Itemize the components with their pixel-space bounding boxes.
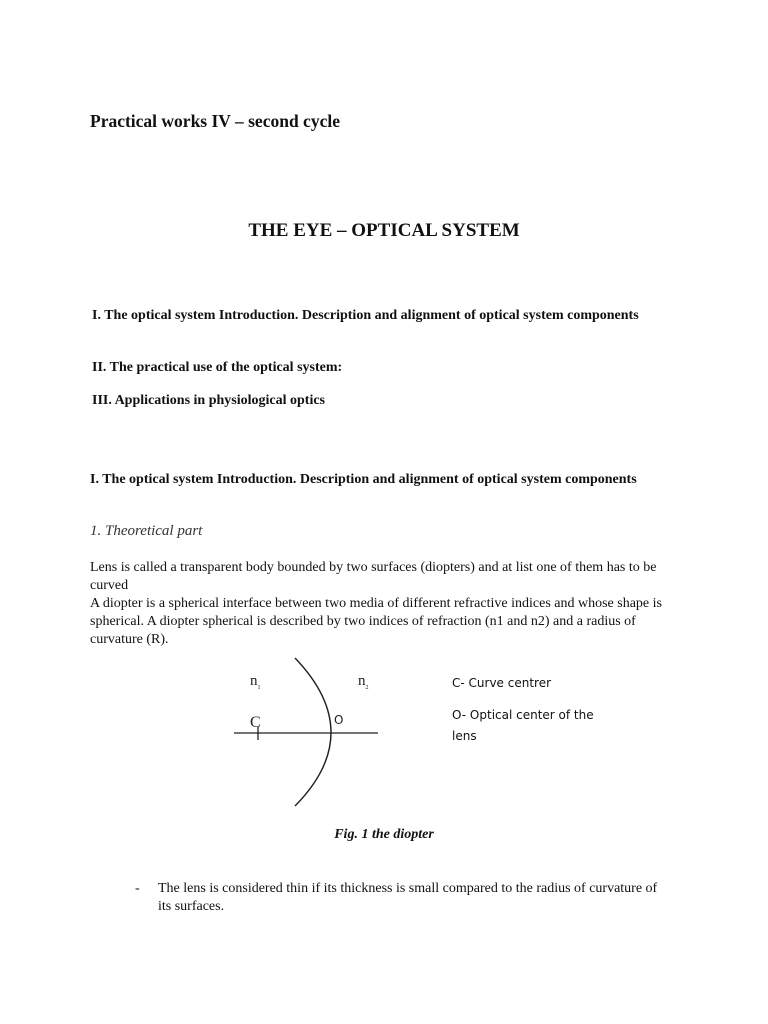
toc-item-2: II. The practical use of the optical system: [92, 360, 343, 375]
legend-optical-center: O- Optical center of the lens [452, 708, 594, 743]
legend-curve-centre: C- Curve centrer [452, 676, 552, 690]
label-o: O [334, 713, 344, 727]
diopter-diagram [232, 656, 382, 808]
section-heading: I. The optical system Introduction. Description and alignment of optical system components [90, 472, 637, 487]
course-title: Practical works IV – second cycle [90, 111, 340, 131]
toc-item-1: I. The optical system Introduction. Description and alignment of optical system components [92, 308, 639, 323]
paragraph-lens-definition: Lens is called a transparent body bounded by two surfaces (diopters) and at list one of them has to be curved [90, 560, 657, 593]
document-title: THE EYE – OPTICAL SYSTEM [248, 220, 520, 241]
label-c: C [250, 714, 261, 731]
toc-item-3: III. Applications in physiological optics [92, 393, 326, 408]
label-n2: $n_2$ [358, 673, 369, 691]
section-subheading: 1. Theoretical part [90, 523, 203, 539]
label-n1: $n_1$ [250, 673, 261, 691]
figure-caption: Fig. 1 the diopter [334, 827, 434, 842]
diopter-svg [232, 656, 382, 808]
paragraph-diopter-definition: A diopter is a spherical interface between two media of different refractive indices and whose shape is spherical. A diopter spherical is described by two indices of refraction (n1 and n2) and a radius of curvature (R). [90, 596, 662, 647]
bullet-text: The lens is considered thin if its thickness is small compared to the radius of curvature of its surfaces. [158, 881, 658, 914]
spherical-surface-arc [295, 658, 331, 806]
bullet-marker: - [135, 881, 140, 896]
